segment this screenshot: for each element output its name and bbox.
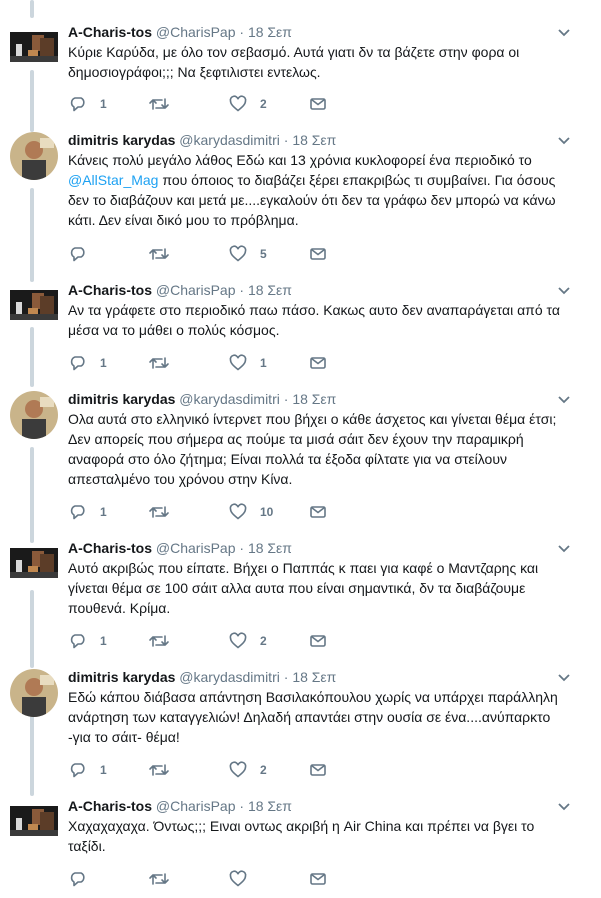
direct-message-button[interactable] [308, 353, 328, 373]
tweet-text: Αυτό ακριβώς που είπατε. Βήχει ο Παππάς κ παει για καφέ ο Μαντζαρης και γίνεται θέμα σε 100 σάιτ αλλα αυτα που είναι σημαντικά, δν τα διαβάζουμε πουθενά. Κρίμα. [68, 560, 539, 616]
retweet-icon [148, 94, 170, 114]
retweet-button[interactable] [148, 353, 182, 373]
like-icon [228, 760, 248, 780]
tweet-header [68, 538, 292, 558]
tweet-header [68, 22, 292, 42]
tweet-text: Εδώ κάπου διάβασα απάντηση Βασιλακόπουλου χωρίς να υπάρχει παράλληλη ανάρτηση των καταγγελιών! Δηλαδή απαντάει στην ουσία σε ένα....ανύπαρκτο -για το σάιτ- θέμα! [68, 689, 558, 745]
tweet-header [68, 130, 336, 150]
reply-count: 1 [100, 356, 107, 370]
user-handle[interactable]: @CharisPap [155, 24, 236, 40]
tweet-header [68, 280, 292, 300]
retweet-icon [148, 353, 170, 373]
retweet-button[interactable] [148, 631, 182, 651]
message-icon [308, 760, 328, 780]
separator: · [239, 798, 245, 814]
reply-icon [68, 244, 88, 264]
tweet-actions [68, 353, 548, 373]
tweet-header [68, 389, 336, 409]
like-button[interactable] [228, 502, 273, 522]
chevron-down-icon[interactable] [555, 23, 573, 41]
tweet-text-part: Κάνεις πολύ μεγάλο λάθος Εδώ και 13 χρόνια κυκλοφορεί ένα περιοδικό το [68, 152, 532, 168]
tweet-date[interactable]: 18 Σεπ [247, 282, 292, 298]
avatar[interactable] [10, 290, 58, 320]
tweet-date[interactable]: 18 Σεπ [292, 132, 337, 148]
reply-button[interactable] [68, 502, 107, 522]
tweet-date[interactable]: 18 Σεπ [247, 24, 292, 40]
tweet-text: Κύριε Καρύδα, με όλο τον σεβασμό. Αυτά γιατι δν τα βάζετε στην φορα οι δημοσιογράφοι;;; Να ξεφτιλιστει εντελως. [68, 44, 520, 80]
tweet-actions [68, 631, 548, 651]
like-icon [228, 869, 248, 889]
message-icon [308, 353, 328, 373]
display-name[interactable]: dimitris karydas [68, 669, 176, 685]
like-count: 10 [260, 505, 274, 519]
chevron-down-icon[interactable] [555, 390, 573, 408]
direct-message-button[interactable] [308, 94, 328, 114]
tweet-actions [68, 869, 548, 889]
message-icon [308, 631, 328, 651]
reply-icon [68, 94, 88, 114]
chevron-down-icon[interactable] [555, 668, 573, 686]
tweet-header [68, 796, 292, 816]
tweet-text: Αν τα γράφετε στο περιοδικό παω πάσο. Κακως αυτο δεν αναπαράγεται από τα μέσα να το μάθει ο πολύς κόσμος. [68, 302, 560, 338]
avatar[interactable] [10, 548, 58, 578]
user-handle[interactable]: @CharisPap [155, 540, 236, 556]
avatar[interactable] [10, 806, 58, 836]
mention-link[interactable]: @AllStar_Mag [68, 172, 159, 188]
avatar-image [10, 32, 58, 62]
reply-button[interactable] [68, 353, 107, 373]
reply-icon [68, 631, 88, 651]
direct-message-button[interactable] [308, 631, 328, 651]
separator: · [239, 24, 245, 40]
like-button[interactable] [228, 353, 267, 373]
separator: · [239, 282, 245, 298]
reply-count: 1 [100, 505, 107, 519]
chevron-down-icon[interactable] [555, 539, 573, 557]
display-name[interactable]: A-Charis-tos [68, 282, 153, 298]
display-name[interactable]: A-Charis-tos [68, 24, 153, 40]
separator: · [283, 391, 289, 407]
reply-button[interactable] [68, 244, 100, 264]
separator: · [283, 132, 289, 148]
tweet-actions [68, 94, 548, 114]
retweet-button[interactable] [148, 94, 182, 114]
like-button[interactable] [228, 631, 267, 651]
reply-count: 1 [100, 763, 107, 777]
direct-message-button[interactable] [308, 502, 328, 522]
reply-icon [68, 353, 88, 373]
user-handle[interactable]: @karydasdimitri [179, 391, 280, 407]
like-button[interactable] [228, 760, 267, 780]
retweet-button[interactable] [148, 760, 182, 780]
like-icon [228, 94, 248, 114]
tweet-text [68, 150, 568, 230]
reply-count: 1 [100, 97, 107, 111]
like-icon [228, 502, 248, 522]
message-icon [308, 244, 328, 264]
tweet-date[interactable]: 18 Σεπ [292, 669, 337, 685]
message-icon [308, 869, 328, 889]
thread-connector [30, 712, 34, 796]
tweet-date[interactable]: 18 Σεπ [247, 540, 292, 556]
direct-message-button[interactable] [308, 244, 328, 264]
display-name[interactable]: A-Charis-tos [68, 540, 153, 556]
like-count: 2 [260, 634, 267, 648]
message-icon [308, 502, 328, 522]
display-name[interactable]: A-Charis-tos [68, 798, 153, 814]
avatar[interactable] [10, 391, 58, 439]
thread-connector [30, 590, 34, 668]
tweet-text: Χαχαχαχαχα. Όντως;;; Ειναι οντως ακριβή η Air China και πρέπει να βγει το ταξίδι. [68, 818, 535, 854]
like-button[interactable] [228, 244, 267, 264]
separator: · [239, 540, 245, 556]
reply-button[interactable] [68, 760, 107, 780]
display-name[interactable]: dimitris karydas [68, 391, 176, 407]
display-name[interactable]: dimitris karydas [68, 132, 176, 148]
direct-message-button[interactable] [308, 760, 328, 780]
user-handle[interactable]: @CharisPap [155, 798, 236, 814]
user-handle[interactable]: @CharisPap [155, 282, 236, 298]
reply-icon [68, 502, 88, 522]
tweet-header [68, 667, 336, 687]
user-handle[interactable]: @karydasdimitri [179, 669, 280, 685]
retweet-button[interactable] [148, 244, 182, 264]
thread-connector [30, 70, 34, 132]
avatar[interactable] [10, 32, 58, 62]
avatar[interactable] [10, 669, 58, 717]
retweet-icon [148, 631, 170, 651]
user-handle[interactable]: @karydasdimitri [179, 132, 280, 148]
tweet-date[interactable]: 18 Σεπ [247, 798, 292, 814]
reply-count: 1 [100, 634, 107, 648]
tweet-actions [68, 760, 548, 780]
tweet-text-part: που όποιος το διαβάζει ξέρει επακριβώς τι συμβαίνει. Για όσους δεν το διαβάζουν και μετά με....εγκαλούν ότι δεν τα γράφω δεν μπορώ να κάνω κάτι. Δεν είναι δικό μου το πρόβλημα. [68, 172, 556, 228]
retweet-icon [148, 244, 170, 264]
like-count: 2 [260, 763, 267, 777]
like-icon [228, 244, 248, 264]
tweet-date[interactable]: 18 Σεπ [292, 391, 337, 407]
chevron-down-icon[interactable] [555, 281, 573, 299]
like-count: 2 [260, 97, 267, 111]
chevron-down-icon[interactable] [555, 131, 573, 149]
avatar-image [10, 669, 58, 717]
retweet-icon [148, 869, 170, 889]
retweet-icon [148, 760, 170, 780]
thread-connector [30, 447, 34, 543]
avatar-image [10, 391, 58, 439]
retweet-button[interactable] [148, 502, 182, 522]
thread-connector [30, 188, 34, 282]
retweet-icon [148, 502, 170, 522]
like-count: 5 [260, 247, 267, 261]
tweet-text: Ολα αυτά στο ελληνικό ίντερνετ που βήχει ο κάθε άσχετος και γίνεται θέμα έτσι; Δεν απορείς που σήμερα ας πούμε τα μισά σάιτ δεν έχουν την παραμικρή αναφορά στο όλο ζήτημα; Είναι πολλά τα έξοδα φίλτατε για να στείλουν απεσταλμένο του χρόνου στην Κίνα. [68, 411, 557, 487]
tweet-actions [68, 502, 548, 522]
avatar[interactable] [10, 132, 58, 180]
retweet-button[interactable] [148, 869, 182, 889]
reply-icon [68, 869, 88, 889]
like-icon [228, 353, 248, 373]
avatar-image [10, 132, 58, 180]
like-button[interactable] [228, 869, 260, 889]
tweet-actions [68, 244, 548, 264]
like-icon [228, 631, 248, 651]
reply-button[interactable] [68, 631, 107, 651]
avatar-image [10, 806, 58, 836]
reply-icon [68, 760, 88, 780]
avatar-image [10, 290, 58, 320]
like-button[interactable] [228, 94, 267, 114]
direct-message-button[interactable] [308, 869, 328, 889]
avatar-image [10, 548, 58, 578]
separator: · [283, 669, 289, 685]
chevron-down-icon[interactable] [555, 797, 573, 815]
message-icon [308, 94, 328, 114]
like-count: 1 [260, 356, 267, 370]
reply-button[interactable] [68, 94, 107, 114]
reply-button[interactable] [68, 869, 100, 889]
thread-connector [30, 327, 34, 387]
thread-connector [30, 0, 34, 18]
